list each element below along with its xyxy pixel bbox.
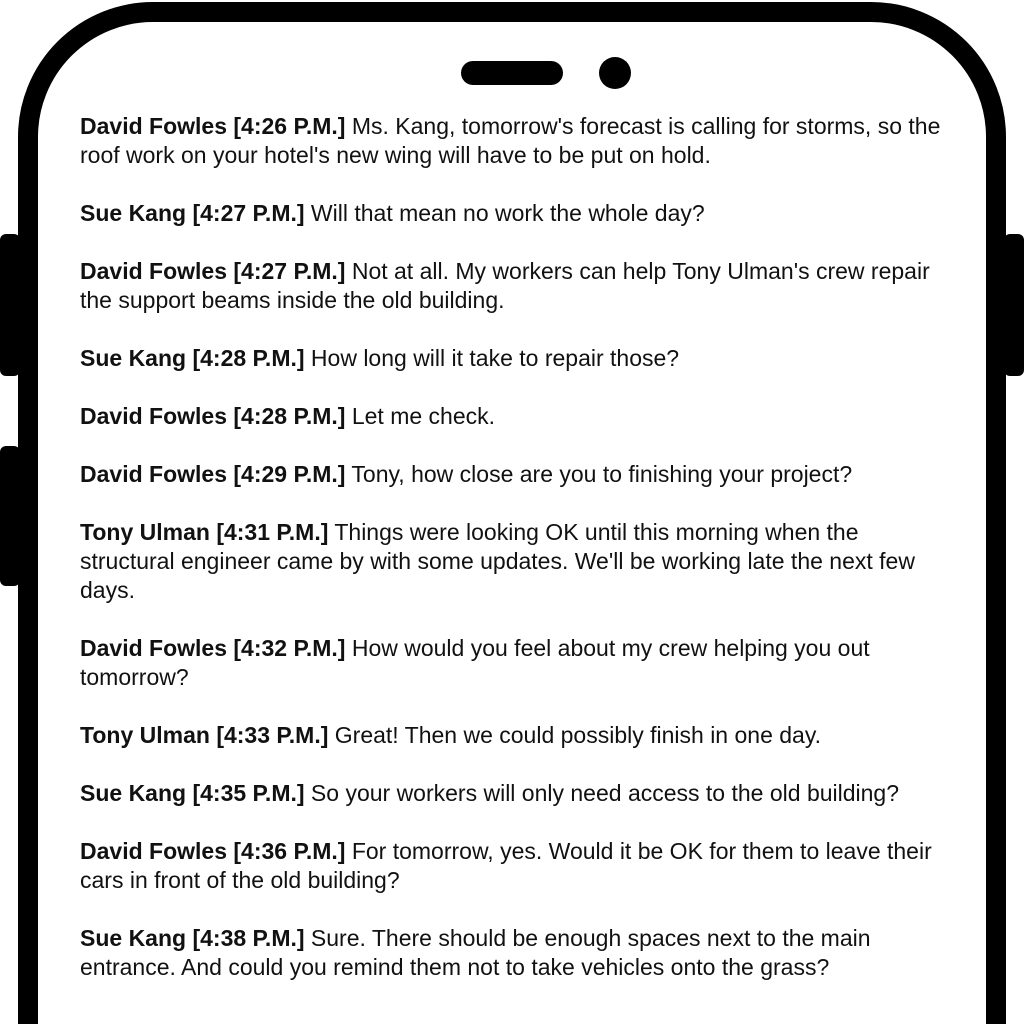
chat-message: [80, 924, 952, 982]
message-sender: Sue Kang [4:35 P.M.]: [80, 780, 305, 806]
volume-up-button[interactable]: [0, 234, 20, 376]
chat-message: [80, 112, 952, 170]
chat-message: [80, 199, 952, 228]
message-sender: David Fowles [4:28 P.M.]: [80, 403, 346, 429]
chat-message: [80, 257, 952, 315]
message-sender: Sue Kang [4:28 P.M.]: [80, 345, 305, 371]
message-sender: David Fowles [4:29 P.M.]: [80, 461, 346, 487]
message-sender: David Fowles [4:32 P.M.]: [80, 635, 346, 661]
message-sender: Sue Kang [4:27 P.M.]: [80, 200, 305, 226]
chat-message: [80, 402, 952, 431]
chat-message: [80, 518, 952, 605]
chat-message: [80, 634, 952, 692]
message-text: Not at all. My workers can help Tony Ulman's crew repair the support beams inside the old building.: [80, 258, 930, 313]
message-sender: David Fowles [4:36 P.M.]: [80, 838, 346, 864]
message-text: How would you feel about my crew helping you out tomorrow?: [80, 635, 870, 690]
message-text: Sure. There should be enough spaces next to the main entrance. And could you remind them not to take vehicles onto the grass?: [80, 925, 871, 980]
message-text: How long will it take to repair those?: [310, 345, 680, 371]
message-sender: Tony Ulman [4:33 P.M.]: [80, 722, 329, 748]
power-button[interactable]: [1004, 234, 1024, 376]
message-sender: Sue Kang [4:38 P.M.]: [80, 925, 305, 951]
chat-message: [80, 344, 952, 373]
speaker-grille: [461, 61, 563, 85]
message-text: Will that mean no work the whole day?: [310, 200, 705, 226]
message-text: For tomorrow, yes. Would it be OK for them to leave their cars in front of the old building?: [80, 838, 932, 893]
message-text: So your workers will only need access to the old building?: [310, 780, 900, 806]
message-text: Great! Then we could possibly finish in one day.: [334, 722, 822, 748]
chat-message: [80, 837, 952, 895]
message-sender: Tony Ulman [4:31 P.M.]: [80, 519, 329, 545]
chat-message: [80, 460, 952, 489]
chat-transcript: [80, 112, 952, 1011]
message-text: Things were looking OK until this morning when the structural engineer came by with some updates. We'll be working late the next few days.: [80, 519, 915, 603]
chat-message: [80, 721, 952, 750]
message-text: Ms. Kang, tomorrow's forecast is calling for storms, so the roof work on your hotel's new wing will have to be put on hold.: [80, 113, 941, 168]
message-sender: David Fowles [4:27 P.M.]: [80, 258, 346, 284]
volume-down-button[interactable]: [0, 446, 20, 586]
message-text: Let me check.: [351, 403, 496, 429]
message-sender: David Fowles [4:26 P.M.]: [80, 113, 346, 139]
chat-message: [80, 779, 952, 808]
camera-icon: [599, 57, 631, 89]
message-text: Tony, how close are you to finishing your project?: [351, 461, 853, 487]
